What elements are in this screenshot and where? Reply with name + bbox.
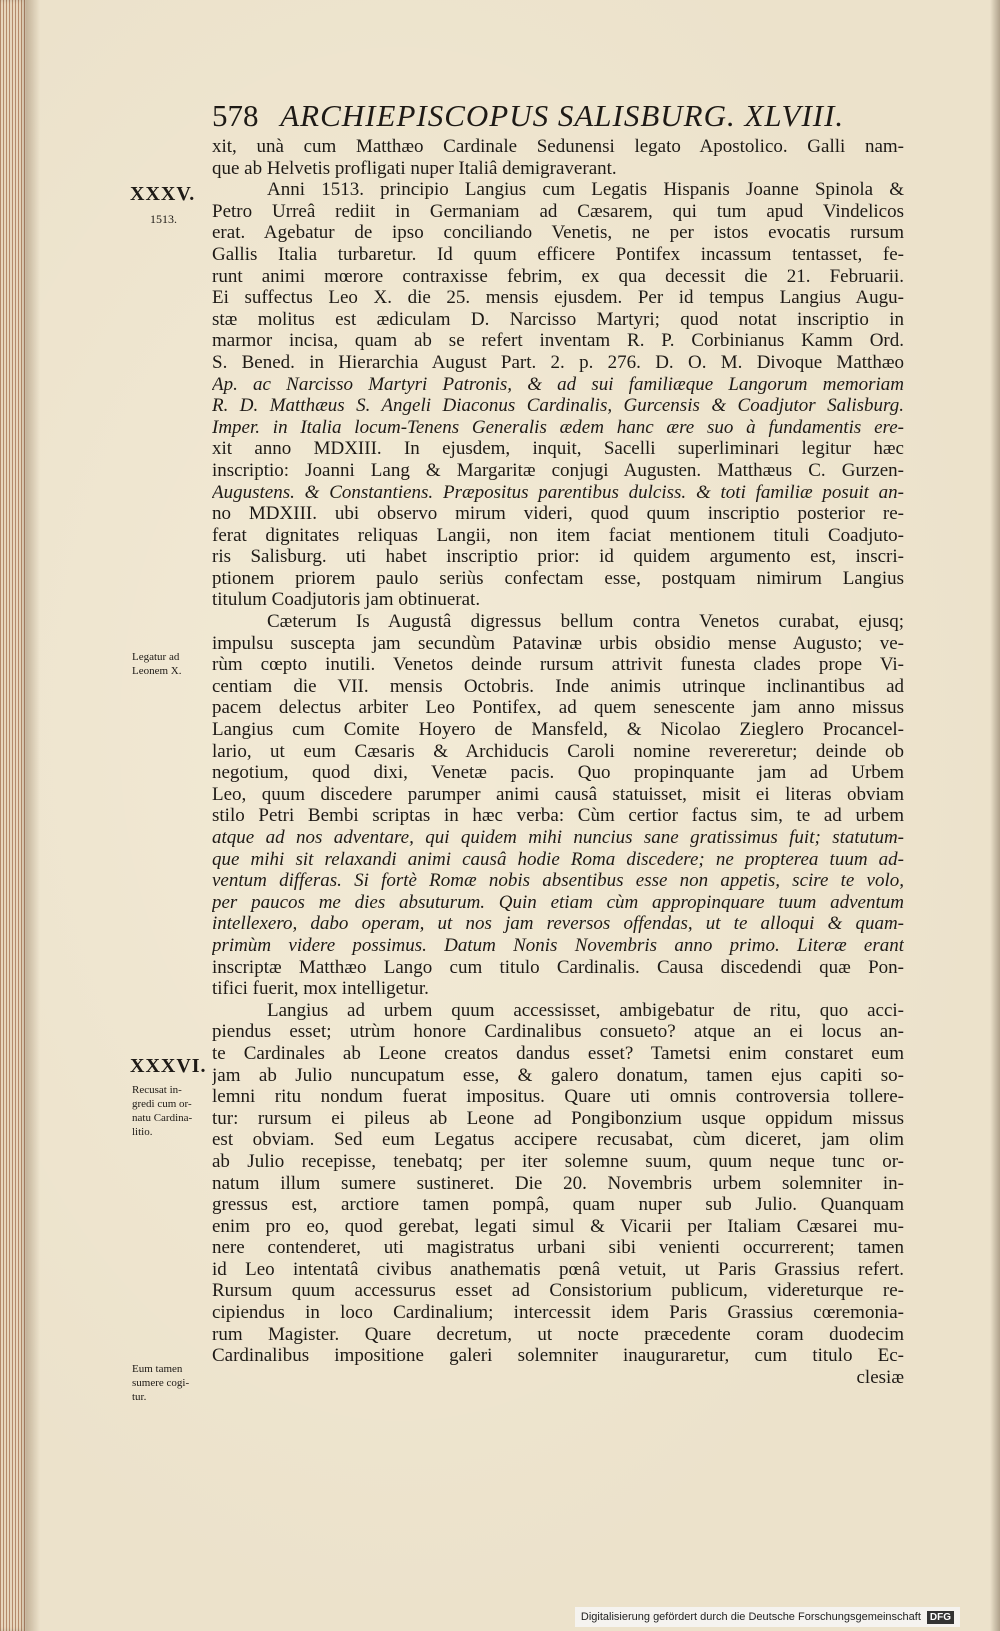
catchword: clesiæ bbox=[856, 1366, 904, 1388]
footer-text: Digitalisierung gefördert durch die Deutsche Forschungsgemeinschaft bbox=[580, 1611, 921, 1623]
text-line: que mihi sit relaxandi animi causâ hodie Roma discedere; ne propterea tuum ad- bbox=[212, 848, 904, 870]
margin-note-line: tur. bbox=[132, 1391, 147, 1403]
margin-note-line: natu Cardina- bbox=[132, 1112, 193, 1124]
text-line: primùm videre possimus. Datum Nonis Novembris anno primo. Literæ erant bbox=[212, 934, 904, 956]
text-line: ab Julio recepisse, tenebatq; per iter solemne suum, quum neque tunc or- bbox=[212, 1150, 904, 1172]
text-line: Gallis Italia turbaretur. Id quum efficere Pontifex incassum tentasset, fe- bbox=[212, 243, 904, 265]
text-line: inscriptio: Joanni Lang & Margaritæ conjugi Augusten. Matthæus C. Gurzen- bbox=[212, 459, 904, 481]
text-line: ptionem priorem paulo seriùs confectam esse, postquam nimirum Langius bbox=[212, 567, 904, 589]
text-line: pacem delectus arbiter Leo Pontifex, ad quem senescente jam anno missus bbox=[212, 697, 904, 719]
text-line: ventum differas. Si fortè Romæ nobis absentibus esse non appetis, scire te volo, bbox=[212, 870, 904, 892]
text-line: titulum Coadjutoris jam obtinuerat. bbox=[212, 589, 481, 611]
margin-note-eum bbox=[132, 1362, 210, 1404]
text-line: tifici fuerit, mox intelligetur. bbox=[212, 978, 429, 1000]
text-line: rùm cœpto inutili. Venetos deinde rursum attrivit funesta clades prope Vi- bbox=[212, 654, 904, 676]
margin-note-legatur bbox=[132, 650, 210, 678]
text-line: stilo Petri Bembi scriptas in hæc verba: Cùm certior factus sim, te ad urbem bbox=[212, 805, 904, 827]
section-number-xxxv: XXXV. bbox=[130, 183, 196, 205]
text-line: cipiendus in loco Cardinalium; intercessit idem Paris Grassius cœremonia- bbox=[212, 1302, 904, 1324]
text-line: centiam die VII. mensis Octobris. Inde animis utrinque inclinantibus ad bbox=[212, 675, 904, 697]
text-line: Ap. ac Narcisso Martyri Patronis, & ad sui familiæque Langorum memoriam bbox=[212, 373, 904, 395]
text-line: natum illum sumere sustineret. Die 20. Novembris urbem solemniter in- bbox=[212, 1172, 904, 1194]
text-line: negotium, quod dixi, Venetæ pacis. Quo propinquante jam ad Urbem bbox=[212, 762, 904, 784]
page-header bbox=[212, 98, 852, 134]
text-line: R. D. Matthæus S. Angeli Diaconus Cardinalis, Gurcensis & Coadjutor Salisburg. bbox=[212, 395, 904, 417]
margin-note-line: gredi cum or- bbox=[132, 1098, 192, 1110]
text-line: que ab Helvetis profligati nuper Italiâ demigraverant. bbox=[212, 157, 617, 179]
text-line: marmor incisa, quam ab se refert inventam R. P. Corbinianus Kamm Ord. bbox=[212, 330, 904, 352]
margin-note-line: litio. bbox=[132, 1126, 153, 1138]
text-line: nere contenderet, uti magistratus urbani sibi venienti occurrerent; tamen bbox=[212, 1237, 904, 1259]
running-title: ARCHIEPISCOPUS SALISBURG. XLVIII. bbox=[280, 98, 845, 133]
text-line: Imper. in Italia locum-Tenens Generalis ædem hanc ære suo à fundamentis ere- bbox=[212, 416, 904, 438]
text-line: ris Salisburg. uti habet inscriptio prior: id quidem argumento est, inscri- bbox=[212, 546, 904, 568]
text-line: Anni 1513. principio Langius cum Legatis Hispanis Joanne Spinola & bbox=[267, 179, 904, 201]
text-line: Rursum quum accessurus esset ad Consistorium publicum, videreturque re- bbox=[212, 1280, 904, 1302]
margin-note-line: Recusat in- bbox=[132, 1084, 182, 1096]
text-line: xit anno MDXIII. In ejusdem, inquit, Sacelli superliminari legitur hæc bbox=[212, 438, 904, 460]
text-line: per paucos me dies absuturum. Quin etiam cùm appropinquare tuum adventum bbox=[212, 891, 904, 913]
text-line: jam ab Julio nuncupatum esse, & galero donatum, tamen ejus capiti so- bbox=[212, 1064, 904, 1086]
text-line: gressus est, arctiore tamen pompâ, quam nuper sub Julio. Quanquam bbox=[212, 1194, 904, 1216]
dfg-logo: DFG bbox=[927, 1611, 954, 1624]
text-line: lario, ut eum Cæsaris & Archiducis Caroli nomine revereretur; deinde ob bbox=[212, 740, 904, 762]
text-line: stæ molitus est ædiculam D. Narcisso Martyri; quod notat inscriptio in bbox=[212, 308, 904, 330]
digitization-footer bbox=[575, 1607, 960, 1627]
text-line: Langius ad urbem quum accessisset, ambigebatur de ritu, quo acci- bbox=[267, 999, 904, 1021]
text-line: xit, unà cum Matthæo Cardinale Sedunensi legato Apostolico. Galli nam- bbox=[212, 136, 904, 157]
gutter-shadow bbox=[26, 0, 40, 1631]
text-line: rum Magister. Quare decretum, ut nocte præcedente coram duodecim bbox=[212, 1323, 904, 1345]
margin-note-line: Leonem X. bbox=[132, 665, 182, 677]
margin-note-line: Eum tamen bbox=[132, 1363, 183, 1375]
text-line: inscriptæ Matthæo Lango cum titulo Cardinalis. Causa discedendi quæ Pon- bbox=[212, 956, 904, 978]
text-line: id Leo intentatâ civibus anathematis pœnâ vetuit, ut Paris Grassius refert. bbox=[212, 1258, 904, 1280]
text-line: erat. Agebatur de ipso conciliando Venetis, ne per istos evocatis rursum bbox=[212, 222, 904, 244]
text-line: runt animi mœrore contraxisse febrim, ex qua decessit die 21. Februarii. bbox=[212, 265, 904, 287]
text-line: tur: rursum ei pileus ab Leone ad Pongibonzium usque oppidum missus bbox=[212, 1107, 904, 1129]
text-line: piendus esset; utrùm honore Cardinalibus consueto? atque an ei locus an- bbox=[212, 1021, 904, 1043]
text-line: S. Bened. in Hierarchia August Part. 2. p. 276. D. O. M. Divoque Matthæo bbox=[212, 351, 904, 373]
text-line: est obviam. Sed eum Legatus accipere recusabat, cùm diceret, jam olim bbox=[212, 1129, 904, 1151]
margin-note-recusat bbox=[132, 1083, 210, 1139]
page-stack-edge bbox=[0, 0, 26, 1631]
text-line: Cæterum Is Augustâ digressus bellum contra Venetos curabat, ejusq; bbox=[267, 611, 904, 633]
text-line: Petro Urreâ rediit in Germaniam ad Cæsarem, qui tum apud Vindelicos bbox=[212, 200, 904, 222]
text-line: enim pro eo, quod gerebat, legati simul & Vicarii per Italiam Cæsarei mu- bbox=[212, 1215, 904, 1237]
text-line: Ei suffectus Leo X. die 25. mensis ejusdem. Per id tempus Langius Augu- bbox=[212, 287, 904, 309]
right-edge-shadow bbox=[990, 0, 1000, 1631]
text-line: te Cardinales ab Leone creatos dandus esset? Tametsi enim constaret eum bbox=[212, 1042, 904, 1064]
margin-note-line: sumere cogi- bbox=[132, 1377, 190, 1389]
text-line: lemni ritu nondum fuerat impositus. Quare uti omnis controversia tollere- bbox=[212, 1086, 904, 1108]
text-line: Augustens. & Constantiens. Præpositus parentibus dulciss. & toti familiæ posuit an- bbox=[212, 481, 904, 503]
page-number: 578 bbox=[212, 98, 259, 133]
text-line: intellexero, dabo operam, ut nos jam reversos offendas, ut te alloqui & quam- bbox=[212, 913, 904, 935]
margin-note-line: Legatur ad bbox=[132, 651, 180, 663]
text-line: atque ad nos adventare, qui quidem mihi nuncius sane gratissimus fuit; statutum- bbox=[212, 827, 904, 848]
text-line: ferat dignitates reliquas Langii, non item faciat mentionem tituli Coadjuto- bbox=[212, 524, 904, 546]
margin-year: 1513. bbox=[150, 212, 177, 226]
text-line: no MDXIII. ubi observo mirum videri, quod quum inscriptio posterior re- bbox=[212, 503, 904, 525]
section-number-xxxvi: XXXVI. bbox=[130, 1055, 207, 1077]
text-line: Leo, quum discedere parumper animi causâ statuisset, misit ei literas obviam bbox=[212, 783, 904, 805]
main-text-block bbox=[212, 136, 904, 1388]
text-line: impulsu suscepta jam secundùm Patavinæ urbis obsidio mense Augusto; ve- bbox=[212, 632, 904, 654]
text-line: Langius cum Comite Hoyero de Mansfeld, & Nicolao Zieglero Procancel- bbox=[212, 719, 904, 741]
text-line: Cardinalibus impositione galeri solemniter inauguraretur, cum titulo Ec- bbox=[212, 1345, 904, 1367]
